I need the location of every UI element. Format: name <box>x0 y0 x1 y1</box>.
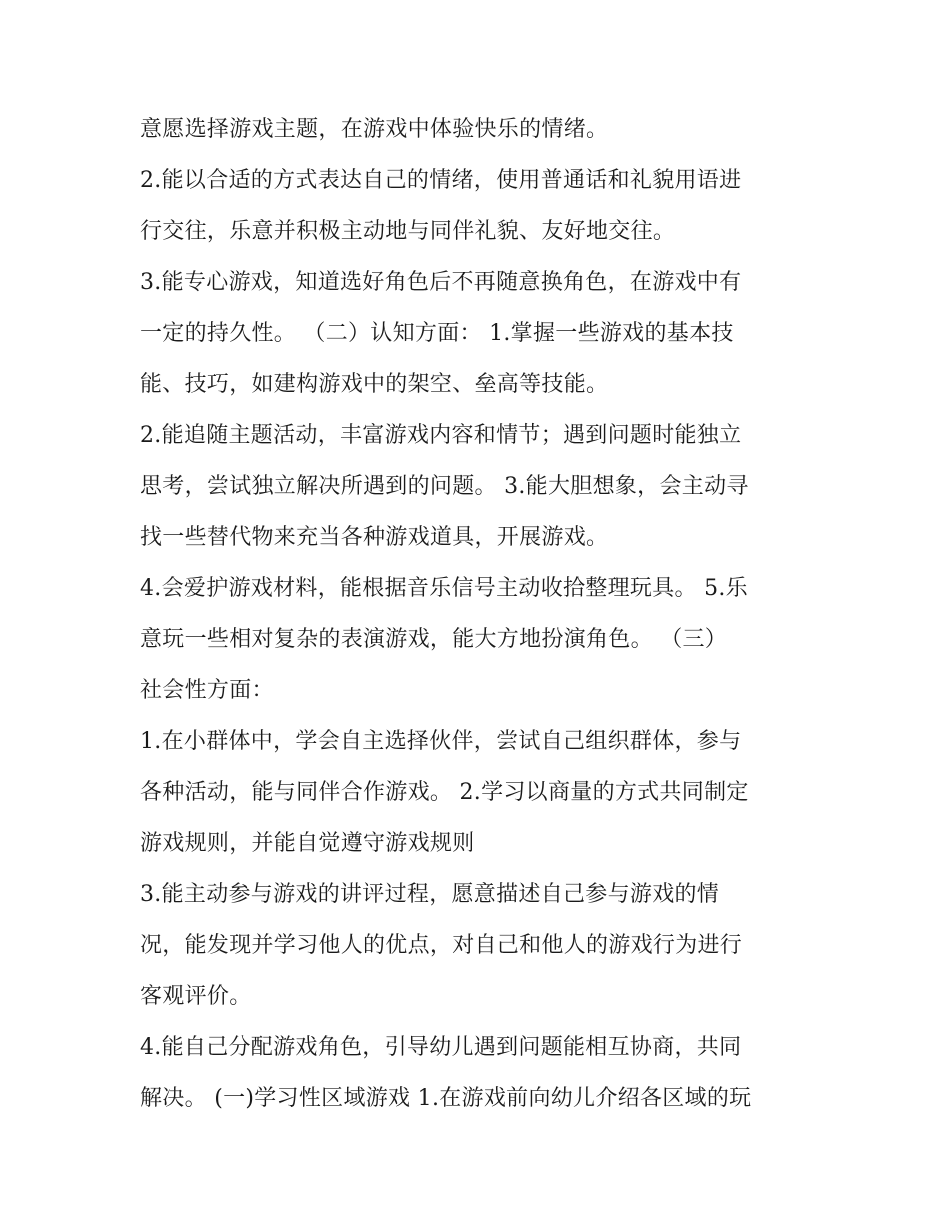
text-line: 2.能追随主题活动，丰富游戏内容和情节；遇到问题时能独立 <box>140 423 742 448</box>
text-line: 3.能专心游戏，知道选好角色后不再随意换角色，在游戏中有 <box>140 270 742 295</box>
text-line: 意玩一些相对复杂的表演游戏，能大方地扮演角色。 （三） <box>140 627 728 652</box>
text-line: 况，能发现并学习他人的优点，对自己和他人的游戏行为进行 <box>140 933 743 958</box>
text-line: 2.能以合适的方式表达自己的情绪，使用普通话和礼貌用语进 <box>140 168 742 193</box>
text-line: 意愿选择游戏主题，在游戏中体验快乐的情绪。 <box>140 117 609 142</box>
text-line: 找一些替代物来充当各种游戏道具，开展游戏。 <box>140 525 609 550</box>
text-line: 4.能自己分配游戏角色，引导幼儿遇到问题能相互协商，共同 <box>140 1035 742 1060</box>
text-line: 社会性方面： <box>140 678 274 703</box>
document-body <box>140 108 820 1128</box>
text-line: 客观评价。 <box>140 984 252 1009</box>
text-line: 各种活动，能与同伴合作游戏。 2.学习以商量的方式共同制定 <box>140 780 749 805</box>
text-line: 思考，尝试独立解决所遇到的问题。 3.能大胆想象，会主动寻 <box>140 474 749 499</box>
text-line: 游戏规则，并能自觉遵守游戏规则 <box>140 831 475 856</box>
text-line: 3.能主动参与游戏的讲评过程，愿意描述自己参与游戏的情 <box>140 882 720 907</box>
text-line: 解决。 (一)学习性区域游戏 1.在游戏前向幼儿介绍各区域的玩 <box>140 1086 752 1111</box>
text-line: 一定的持久性。 （二）认知方面： 1.掌握一些游戏的基本技 <box>140 321 734 346</box>
text-line: 4.会爱护游戏材料，能根据音乐信号主动收拾整理玩具。 5.乐 <box>140 576 748 601</box>
text-line: 能、技巧，如建构游戏中的架空、垒高等技能。 <box>140 372 609 397</box>
text-line: 行交往，乐意并积极主动地与同伴礼貌、友好地交往。 <box>140 219 676 244</box>
text-line: 1.在小群体中，学会自主选择伙伴，尝试自己组织群体，参与 <box>140 729 742 754</box>
